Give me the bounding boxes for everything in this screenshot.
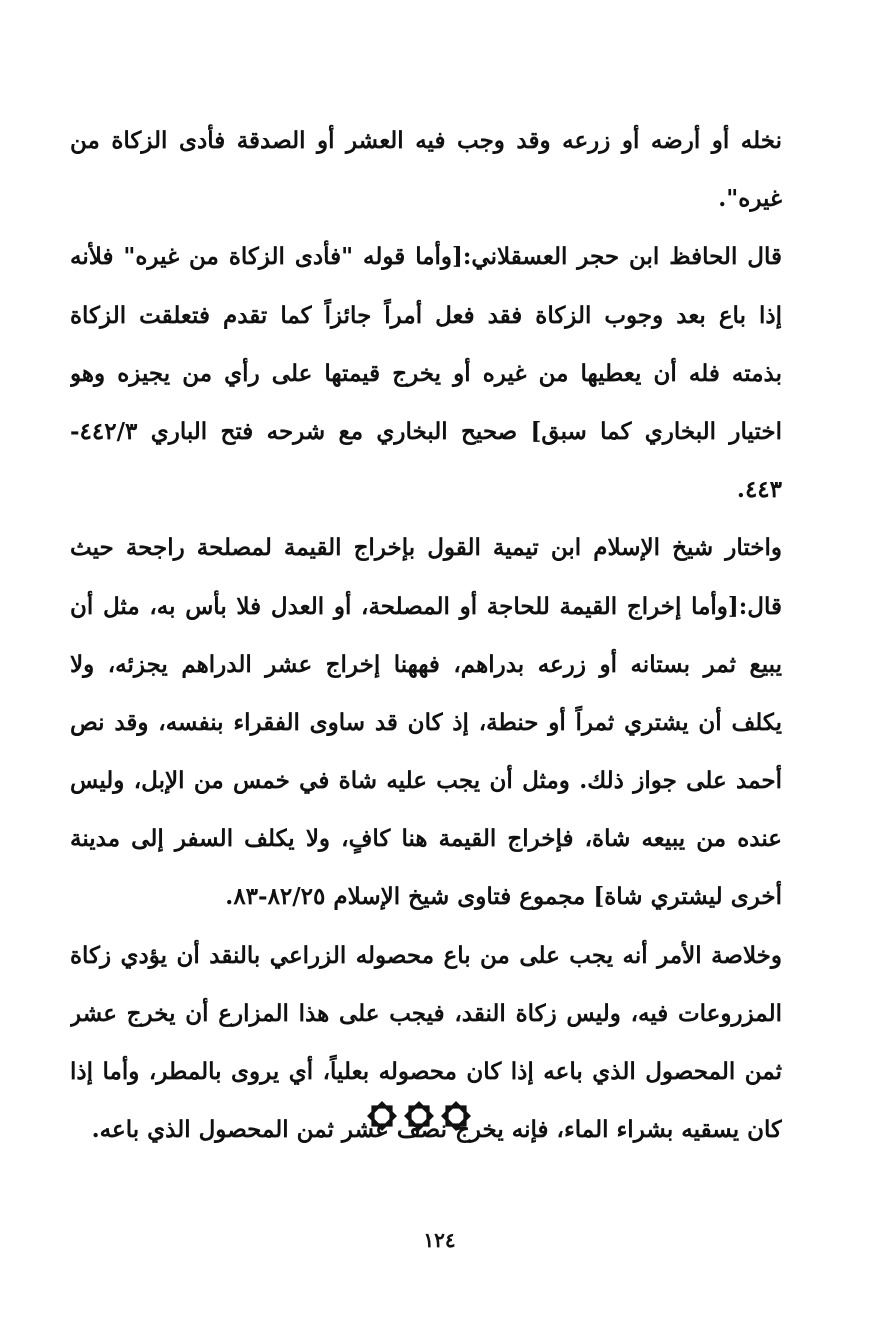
text-line: المزروعات فيه، وليس زكاة النقد، فيجب على هذا المزارع أن يخرج عشر	[70, 999, 782, 1027]
text-line: عنده من يبيعه شاة، فإخراج القيمة هنا كافٍ، ولا يكلف السفر إلى مدينة	[70, 825, 782, 853]
text-line: قال:[وأما إخراج القيمة للحاجة أو المصلحة، أو العدل فلا بأس به، مثل أن	[70, 592, 782, 620]
text-line: اختيار البخاري كما سبق] صحيح البخاري مع شرحه فتح الباري ٤٤٢/٣-	[70, 417, 782, 445]
star-ornament-icon	[406, 1103, 431, 1128]
text-line: بذمته فله أن يعطيها من غيره أو يخرج قيمتها على رأي من يجيزه وهو	[70, 359, 782, 387]
star-ornament-icon	[443, 1103, 468, 1128]
text-line: قال الحافظ ابن حجر العسقلاني:[وأما قوله "فأدى الزكاة من غيره" فلأنه	[70, 243, 782, 271]
text-line: غيره".	[718, 185, 782, 213]
text-line: ٤٤٣.	[736, 476, 782, 504]
text-line: يبيع ثمر بستانه أو زرعه بدراهم، فههنا إخراج عشر الدراهم يجزئه، ولا	[70, 650, 782, 678]
page-number: ١٢٤	[423, 1228, 456, 1252]
text-line: يكلف أن يشتري ثمراً أو حنطة، إذ كان قد ساوى الفقراء بنفسه، وقد نص	[70, 708, 782, 736]
text-line: وخلاصة الأمر أنه يجب على من باع محصوله الزراعي بالنقد أن يؤدي زكاة	[70, 941, 782, 969]
text-line: كان يسقيه بشراء الماء، فإنه يخرج نصف عشر ثمن المحصول الذي باعه.	[91, 1116, 782, 1144]
text-line: ثمن المحصول الذي باعه إذا كان محصوله بعلياً، أي يروى بالمطر، وأما إذا	[70, 1058, 782, 1085]
body-text	[70, 112, 782, 1159]
text-line: نخله أو أرضه أو زرعه وقد وجب فيه العشر أو الصدقة فأدى الزكاة من	[70, 127, 782, 154]
text-line: واختار شيخ الإسلام ابن تيمية القول بإخراج القيمة لمصلحة راجحة حيث	[70, 534, 782, 562]
star-ornament-icon	[369, 1103, 394, 1128]
section-divider-ornament	[364, 1098, 474, 1134]
text-line: إذا باع بعد وجوب الزكاة فقد فعل أمراً جائزاً كما تقدم فتعلقت الزكاة	[70, 301, 782, 329]
text-line: أحمد على جواز ذلك. ومثل أن يجب عليه شاة في خمس من الإبل، وليس	[70, 767, 782, 795]
text-line: أخرى ليشتري شاة] مجموع فتاوى شيخ الإسلام ٨٢/٢٥-٨٣.	[225, 883, 782, 911]
